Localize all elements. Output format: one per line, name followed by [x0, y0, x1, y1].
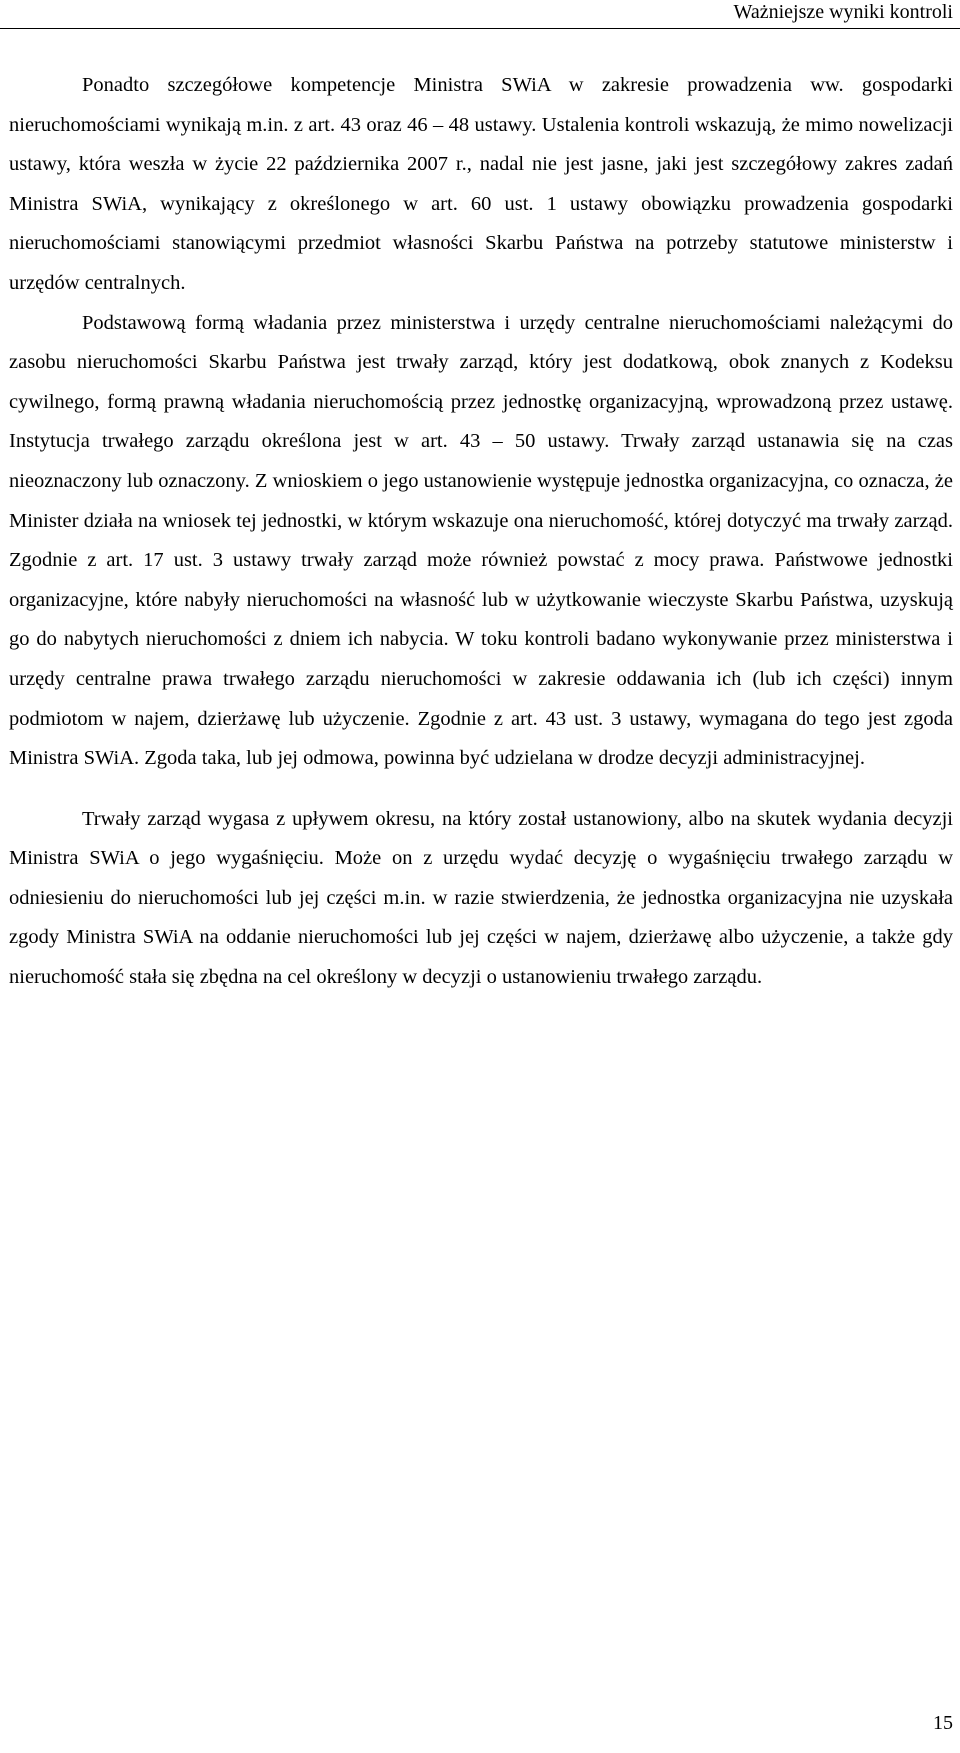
paragraph-ministerial-competences: Ponadto szczegółowe kompetencje Ministra SWiA w zakresie prowadzenia ww. gospodarki nieruchomościami wynikają m.in. z art. 43 oraz 46 – 48 ustawy. Ustalenia kontroli wskazują, że mimo nowelizacji ustawy, która weszła w życie 22 października 2007 r., nadal nie jest jasne, jaki jest szczegółowy zakres zadań Ministra SWiA, wynikający z określonego w art. 60 ust. 1 ustawy obowiązku prowadzenia gospodarki nieruchomościami stanowiącymi przedmiot własności Skarbu Państwa na potrzeby statutowe ministerstw i urzędów centralnych.: [9, 74, 953, 294]
document-body: [9, 66, 953, 998]
page-header: [0, 0, 960, 29]
paragraph-permanent-management: Podstawową formą władania przez ministerstwa i urzędy centralne nieruchomościami należącymi do zasobu nieruchomości Skarbu Państwa jest trwały zarząd, który jest dodatkową, obok znanych z Kodeksu cywilnego, formą prawną władania nieruchomością przez jednostkę organizacyjną, wprowadzoną przez ustawę. Instytucja trwałego zarządu określona jest w art. 43 – 50 ustawy. Trwały zarząd ustanawia się na czas nieoznaczony lub oznaczony. Z wnioskiem o jego ustanowienie występuje jednostka organizacyjna, co oznacza, że Minister działa na wniosek tej jednostki, w którym wskazuje ona nieruchomość, której dotyczyć ma trwały zarząd. Zgodnie z art. 17 ust. 3 ustawy trwały zarząd może również powstać z mocy prawa. Państwowe jednostki organizacyjne, które nabyły nieruchomości na własność lub w użytkowanie wieczyste Skarbu Państwa, uzyskują go do nabytych nieruchomości z dniem ich nabycia. W toku kontroli badano wykonywanie przez ministerstwa i urzędy centralne prawa trwałego zarządu nieruchomości w zakresie oddawania ich (lub ich części) innym podmiotom w najem, dzierżawę lub użyczenie. Zgodnie z art. 43 ust. 3 ustawy, wymagana do tego jest zgoda Ministra SWiA. Zgoda taka, lub jej odmowa, powinna być udzielana w drodze decyzji administracyjnej.: [9, 311, 953, 770]
page-number: 15: [933, 1712, 953, 1734]
paragraph-expiry-of-management: Trwały zarząd wygasa z upływem okresu, na który został ustanowiony, albo na skutek wydania decyzji Ministra SWiA o jego wygaśnięciu. Może on z urzędu wydać decyzję o wygaśnięciu trwałego zarządu w odniesieniu do nieruchomości lub jej części m.in. w razie stwierdzenia, że jednostka organizacyjna nie uzyskała zgody Ministra SWiA na oddanie nieruchomości lub jej części w najem, dzierżawę albo użyczenie, a także gdy nieruchomość stała się zbędna na cel określony w decyzji o ustanowieniu trwałego zarządu.: [9, 807, 953, 989]
running-header-title: Ważniejsze wyniki kontroli: [733, 1, 953, 23]
